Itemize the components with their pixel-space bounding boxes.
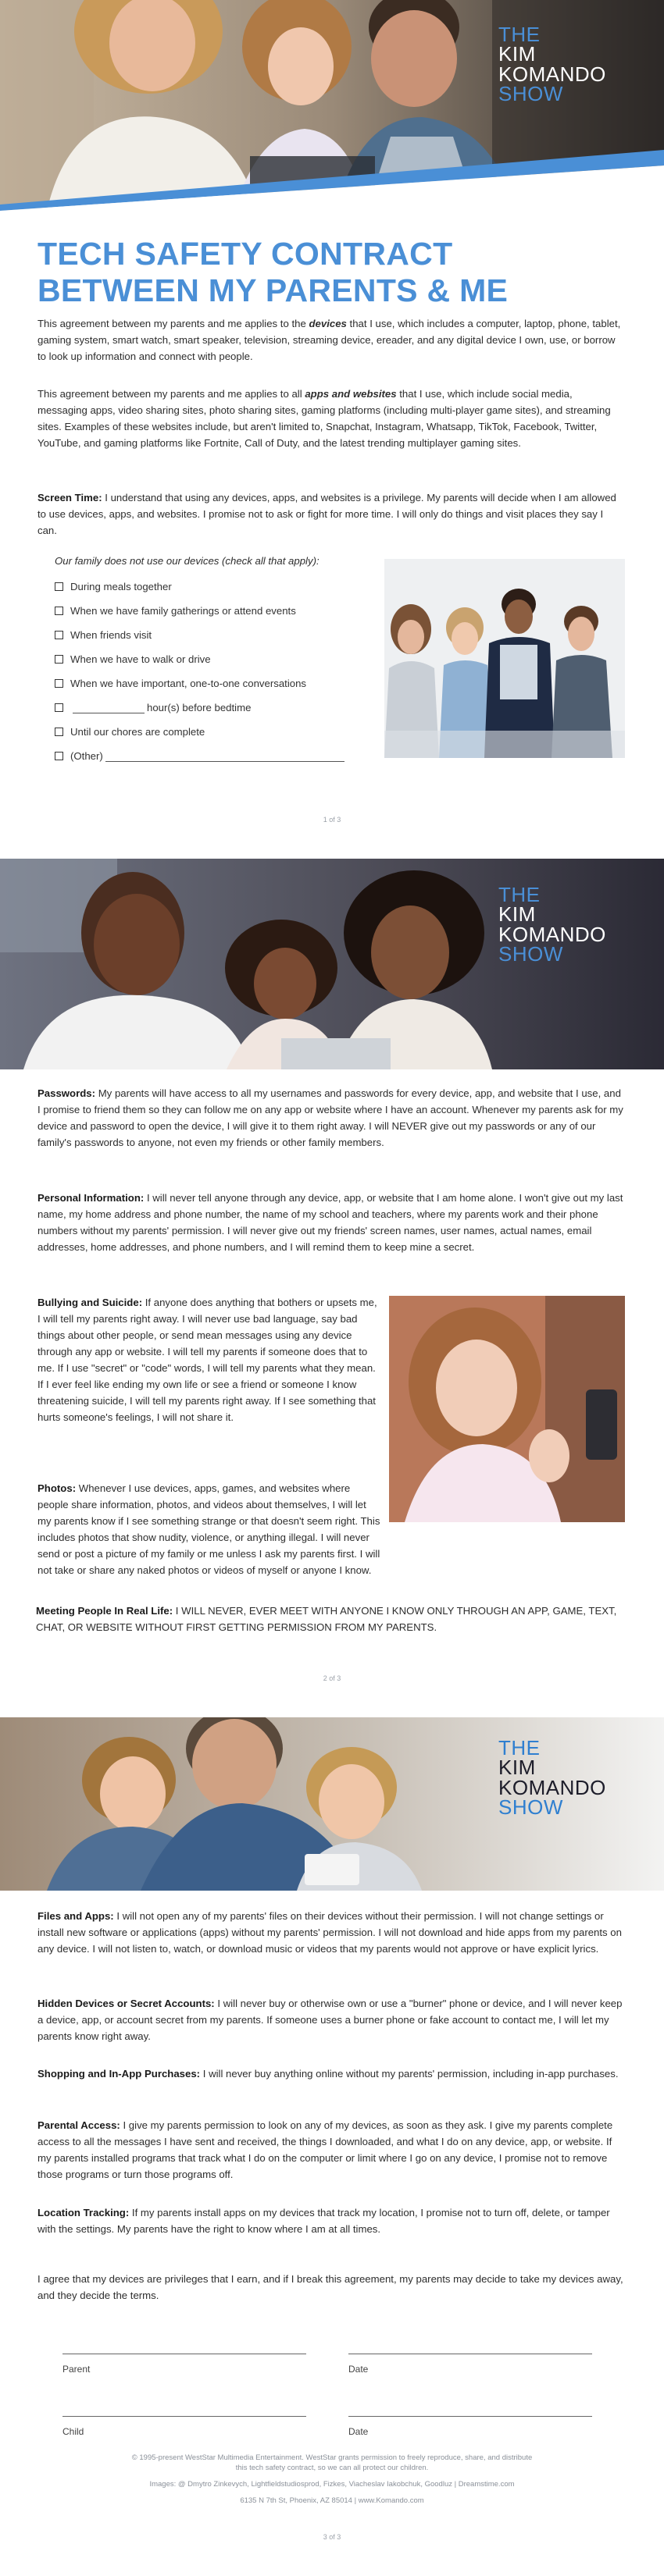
- logo-line-kim: KIM: [498, 42, 536, 66]
- location-tracking-section: [37, 2204, 625, 2237]
- passwords-text: My parents will have access to all my usernames and passwords for every device, app, and website that I use, and I promise to friend them so they can follow me on any app or website where I have an account. Whenever my parents ask for my device and password to open the device, I will give it to them right away. I will NEVER give out my passwords or any of our family's passwords to anyone, not even my friends or other family members.: [37, 1087, 623, 1148]
- shopping-text: I will never buy anything online without my parents' permission, including in-app purchases.: [200, 2068, 619, 2080]
- child-date-label: Date: [348, 2426, 369, 2437]
- checklist-label: When we have to walk or drive: [70, 653, 211, 665]
- checkbox[interactable]: [55, 631, 63, 639]
- hidden-devices-label: Hidden Devices or Secret Accounts:: [37, 1998, 215, 2009]
- screen-time-label: Screen Time:: [37, 492, 102, 503]
- checklist-item[interactable]: [55, 575, 383, 599]
- personal-information-section: [37, 1190, 625, 1255]
- child-signature-field[interactable]: [62, 2416, 306, 2437]
- photos-label: Photos:: [37, 1482, 77, 1494]
- footer-copyright-line: © 1995-present WestStar Multimedia Entertainment. WestStar grants permission to freely reproduce, share, and distribute: [131, 2453, 533, 2462]
- photos-section: [37, 1480, 381, 1578]
- page-number: 1 of 3: [323, 816, 341, 824]
- checklist-item[interactable]: [55, 647, 383, 671]
- files-apps-label: Files and Apps:: [37, 1910, 114, 1922]
- checkbox[interactable]: [55, 703, 63, 712]
- checklist-item[interactable]: [55, 623, 383, 647]
- bullying-suicide-label: Bullying and Suicide:: [37, 1297, 143, 1308]
- title-line-1: TECH SAFETY CONTRACT: [37, 236, 453, 272]
- devices-text-pre: This agreement between my parents and me applies to the: [37, 318, 309, 329]
- contract-page-3: [0, 1717, 664, 2576]
- hero-banner-family-3: [0, 1717, 664, 1891]
- checklist-label: Until our chores are complete: [70, 726, 205, 738]
- meeting-people-section: [36, 1603, 623, 1635]
- child-signature-label: Child: [62, 2426, 84, 2437]
- screen-time-text: I understand that using any devices, apps, and websites is a privilege. My parents will decide when I am allowed to use devices, apps, and websites. I promise not to ask or fight for more time. I will only do things and visit places they say I can.: [37, 492, 616, 536]
- apps-text-post: that I use, which include social media, messaging apps, video sharing sites, photo sharing sites, gaming platforms (including multi-player game sites), and streaming sites. Examples of these websites include, but aren't limited to, Snapchat, Instagram, Whatsapp, TikTok, Facebook, Twitter, YouTube, and gaming platforms like Fortnite, Call of Duty, and the latest trending multiplayer gaming sites.: [37, 388, 611, 449]
- title-line-2: BETWEEN MY PARENTS & ME: [37, 272, 509, 308]
- contract-title: [37, 236, 508, 309]
- devices-emphasis: devices: [309, 318, 347, 329]
- hidden-devices-section: [37, 1995, 625, 2044]
- parental-access-section: [37, 2117, 625, 2183]
- logo-line-show: SHOW: [498, 82, 563, 106]
- logo-line-komando: KOMANDO: [498, 922, 606, 946]
- checklist-label: When we have important, one-to-one conversations: [70, 678, 307, 689]
- logo-line-komando: KOMANDO: [498, 1775, 606, 1799]
- date-line[interactable]: [348, 2416, 592, 2417]
- bullying-suicide-section: [37, 1294, 381, 1425]
- passwords-label: Passwords:: [37, 1087, 96, 1099]
- teens-photo: [384, 559, 625, 758]
- footer-image-credits: Images: @ Dmytro Zinkevych, Lightfieldstudiosprod, Fizkes, Viacheslav Iakobchuk, Goodluz | Dreamstime.com: [149, 2480, 515, 2489]
- checkbox[interactable]: [55, 728, 63, 736]
- meeting-people-text: I WILL NEVER, EVER MEET WITH ANYONE I KNOW ONLY THROUGH AN APP, GAME, TEXT, CHAT, OR WEBSITE WITHOUT FIRST GETTING PERMISSION FROM MY PARENTS.: [36, 1605, 617, 1633]
- logo-line-the: THE: [498, 23, 541, 46]
- agreement-statement: I agree that my devices are privileges that I earn, and if I break this agreement, my parents may decide to take my devices away, and they decide the terms.: [37, 2273, 623, 2301]
- logo-line-kim: KIM: [498, 902, 536, 927]
- signature-line[interactable]: [62, 2416, 306, 2417]
- parental-access-label: Parental Access:: [37, 2119, 120, 2131]
- parent-signature-field[interactable]: [62, 2354, 306, 2375]
- footer-address: 6135 N 7th St, Phoenix, AZ 85014 | www.Komando.com: [240, 2496, 424, 2505]
- logo-line-show: SHOW: [498, 1795, 563, 1820]
- no-device-checklist: [55, 555, 383, 768]
- hero-banner-family-2: [0, 859, 664, 1069]
- photos-text: Whenever I use devices, apps, games, and websites where people share information, photos, and videos about themselves, I will let my parents know if I see something strange or that doesn't seem right. This includes photos that show nudity, violence, or anything illegal. I will never send or post a picture of my family or me unless I ask my parents first. I will not take or share any naked photos or videos of myself or anyone I know.: [37, 1482, 380, 1576]
- apps-text-pre: This agreement between my parents and me applies to all: [37, 388, 305, 400]
- checkbox[interactable]: [55, 752, 63, 760]
- page-number: 2 of 3: [323, 1674, 341, 1682]
- logo-line-the: THE: [498, 1736, 541, 1759]
- location-tracking-label: Location Tracking:: [37, 2207, 130, 2218]
- contract-page-1: [0, 0, 664, 859]
- personal-information-label: Personal Information:: [37, 1192, 145, 1204]
- logo-line-komando: KOMANDO: [498, 62, 606, 86]
- files-apps-text: I will not open any of my parents' files on their devices without their permission. I will not change settings or install new software or applications (apps) without my parents' permission. I will not download and hide apps from my parents on any device. I will not listen to, watch, or download music or videos that my parents would not approve or have explicit lyrics.: [37, 1910, 622, 1955]
- hours-blank-field[interactable]: [73, 703, 145, 713]
- girl-waving-photo: [389, 1296, 625, 1522]
- logo-line-the: THE: [498, 883, 541, 906]
- checkbox[interactable]: [55, 679, 63, 688]
- checklist-label: (Other): [70, 750, 103, 762]
- checkbox[interactable]: [55, 607, 63, 615]
- devices-paragraph: [37, 315, 625, 365]
- shopping-section: [37, 2065, 625, 2082]
- passwords-section: [37, 1085, 625, 1151]
- apps-emphasis: apps and websites: [305, 388, 397, 400]
- other-blank-field[interactable]: [105, 751, 344, 762]
- checklist-item[interactable]: [55, 599, 383, 623]
- copyright-footer: [86, 2453, 578, 2506]
- logo-line-kim: KIM: [498, 1756, 536, 1780]
- parental-access-text: I give my parents permission to look on any of my devices, as soon as they ask. I give my parents complete access to all the messages I have sent and received, the things I downloaded, and what I do on any device, app, or website. If my parents installed programs that track what I do on the computer or limit where I go on any device, I promise not to remove those programs or turn those programs off.: [37, 2119, 613, 2180]
- contract-page-2: [0, 859, 664, 1717]
- files-apps-section: [37, 1908, 625, 1957]
- kim-komando-logo: [498, 25, 606, 105]
- checkbox[interactable]: [55, 582, 63, 591]
- hidden-devices-text: I will never buy or otherwise own or use a "burner" phone or device, and I will never keep a device, app, or account secret from my parents. If someone uses a burner phone or fake account to contact me, I will let my parents know right away.: [37, 1998, 623, 2042]
- bullying-suicide-text: If anyone does anything that bothers or upsets me, I will tell my parents right away. I will never use bad language, say bad things about other people, or send mean messages using any device through any app or website. I will tell my parents if someone does that to me. If I use "secret" or "code" words, I will tell my parents what they mean. If I ever feel like ending my own life or see a friend or someone I know threatening suicide, I will tell my parents right away. If I see something that hurts someone's feelings, I will not share it.: [37, 1297, 377, 1423]
- logo-line-show: SHOW: [498, 942, 563, 966]
- parent-signature-label: Parent: [62, 2364, 91, 2375]
- shopping-label: Shopping and In-App Purchases:: [37, 2068, 201, 2080]
- meeting-people-label: Meeting People In Real Life:: [36, 1605, 173, 1617]
- checklist-label: When friends visit: [70, 629, 152, 641]
- checklist-item[interactable]: [55, 720, 383, 744]
- checklist-label: When we have family gatherings or attend events: [70, 605, 296, 617]
- checklist-label: hour(s) before bedtime: [147, 702, 252, 713]
- checklist-item[interactable]: [55, 744, 383, 768]
- hero-banner-family: [0, 0, 664, 211]
- screen-time-section: [37, 489, 625, 539]
- checkbox[interactable]: [55, 655, 63, 664]
- footer-permission-line: this tech safety contract, so we can all protect our children.: [235, 2464, 429, 2472]
- location-tracking-text: If my parents install apps on my devices that track my location, I promise not to turn off, delete, or tamper with the settings. My parents have the right to know where I am at all times.: [37, 2207, 610, 2235]
- parent-date-label: Date: [348, 2364, 369, 2375]
- page-number: 3 of 3: [323, 2533, 341, 2541]
- personal-information-text: I will never tell anyone through any device, app, or website that I am home alone. I won't give out my last name, my home address and phone number, the name of my school and teachers, where my parents work and their phone numbers without my parents' permission. I will never give out my friends' screen names, user names, actual names, email addresses, home addresses, and phone numbers, and I will remind them to keep mine a secret.: [37, 1192, 623, 1253]
- parent-date-field[interactable]: [348, 2354, 592, 2375]
- child-date-field[interactable]: [348, 2416, 592, 2437]
- kim-komando-logo: [498, 1738, 606, 1818]
- checklist-item[interactable]: [55, 671, 383, 696]
- checklist-label: During meals together: [70, 581, 172, 592]
- kim-komando-logo: [498, 885, 606, 965]
- apps-websites-paragraph: [37, 386, 625, 451]
- checklist-title: Our family does not use our devices (check all that apply):: [55, 555, 320, 567]
- devices-text-post: that I use, which includes a computer, laptop, phone, tablet, gaming system, smart watch, smart speaker, television, streaming device, ereader, and any digital device I own, use, or borrow to look up information and connect with people.: [37, 318, 621, 362]
- checklist-item[interactable]: [55, 696, 383, 720]
